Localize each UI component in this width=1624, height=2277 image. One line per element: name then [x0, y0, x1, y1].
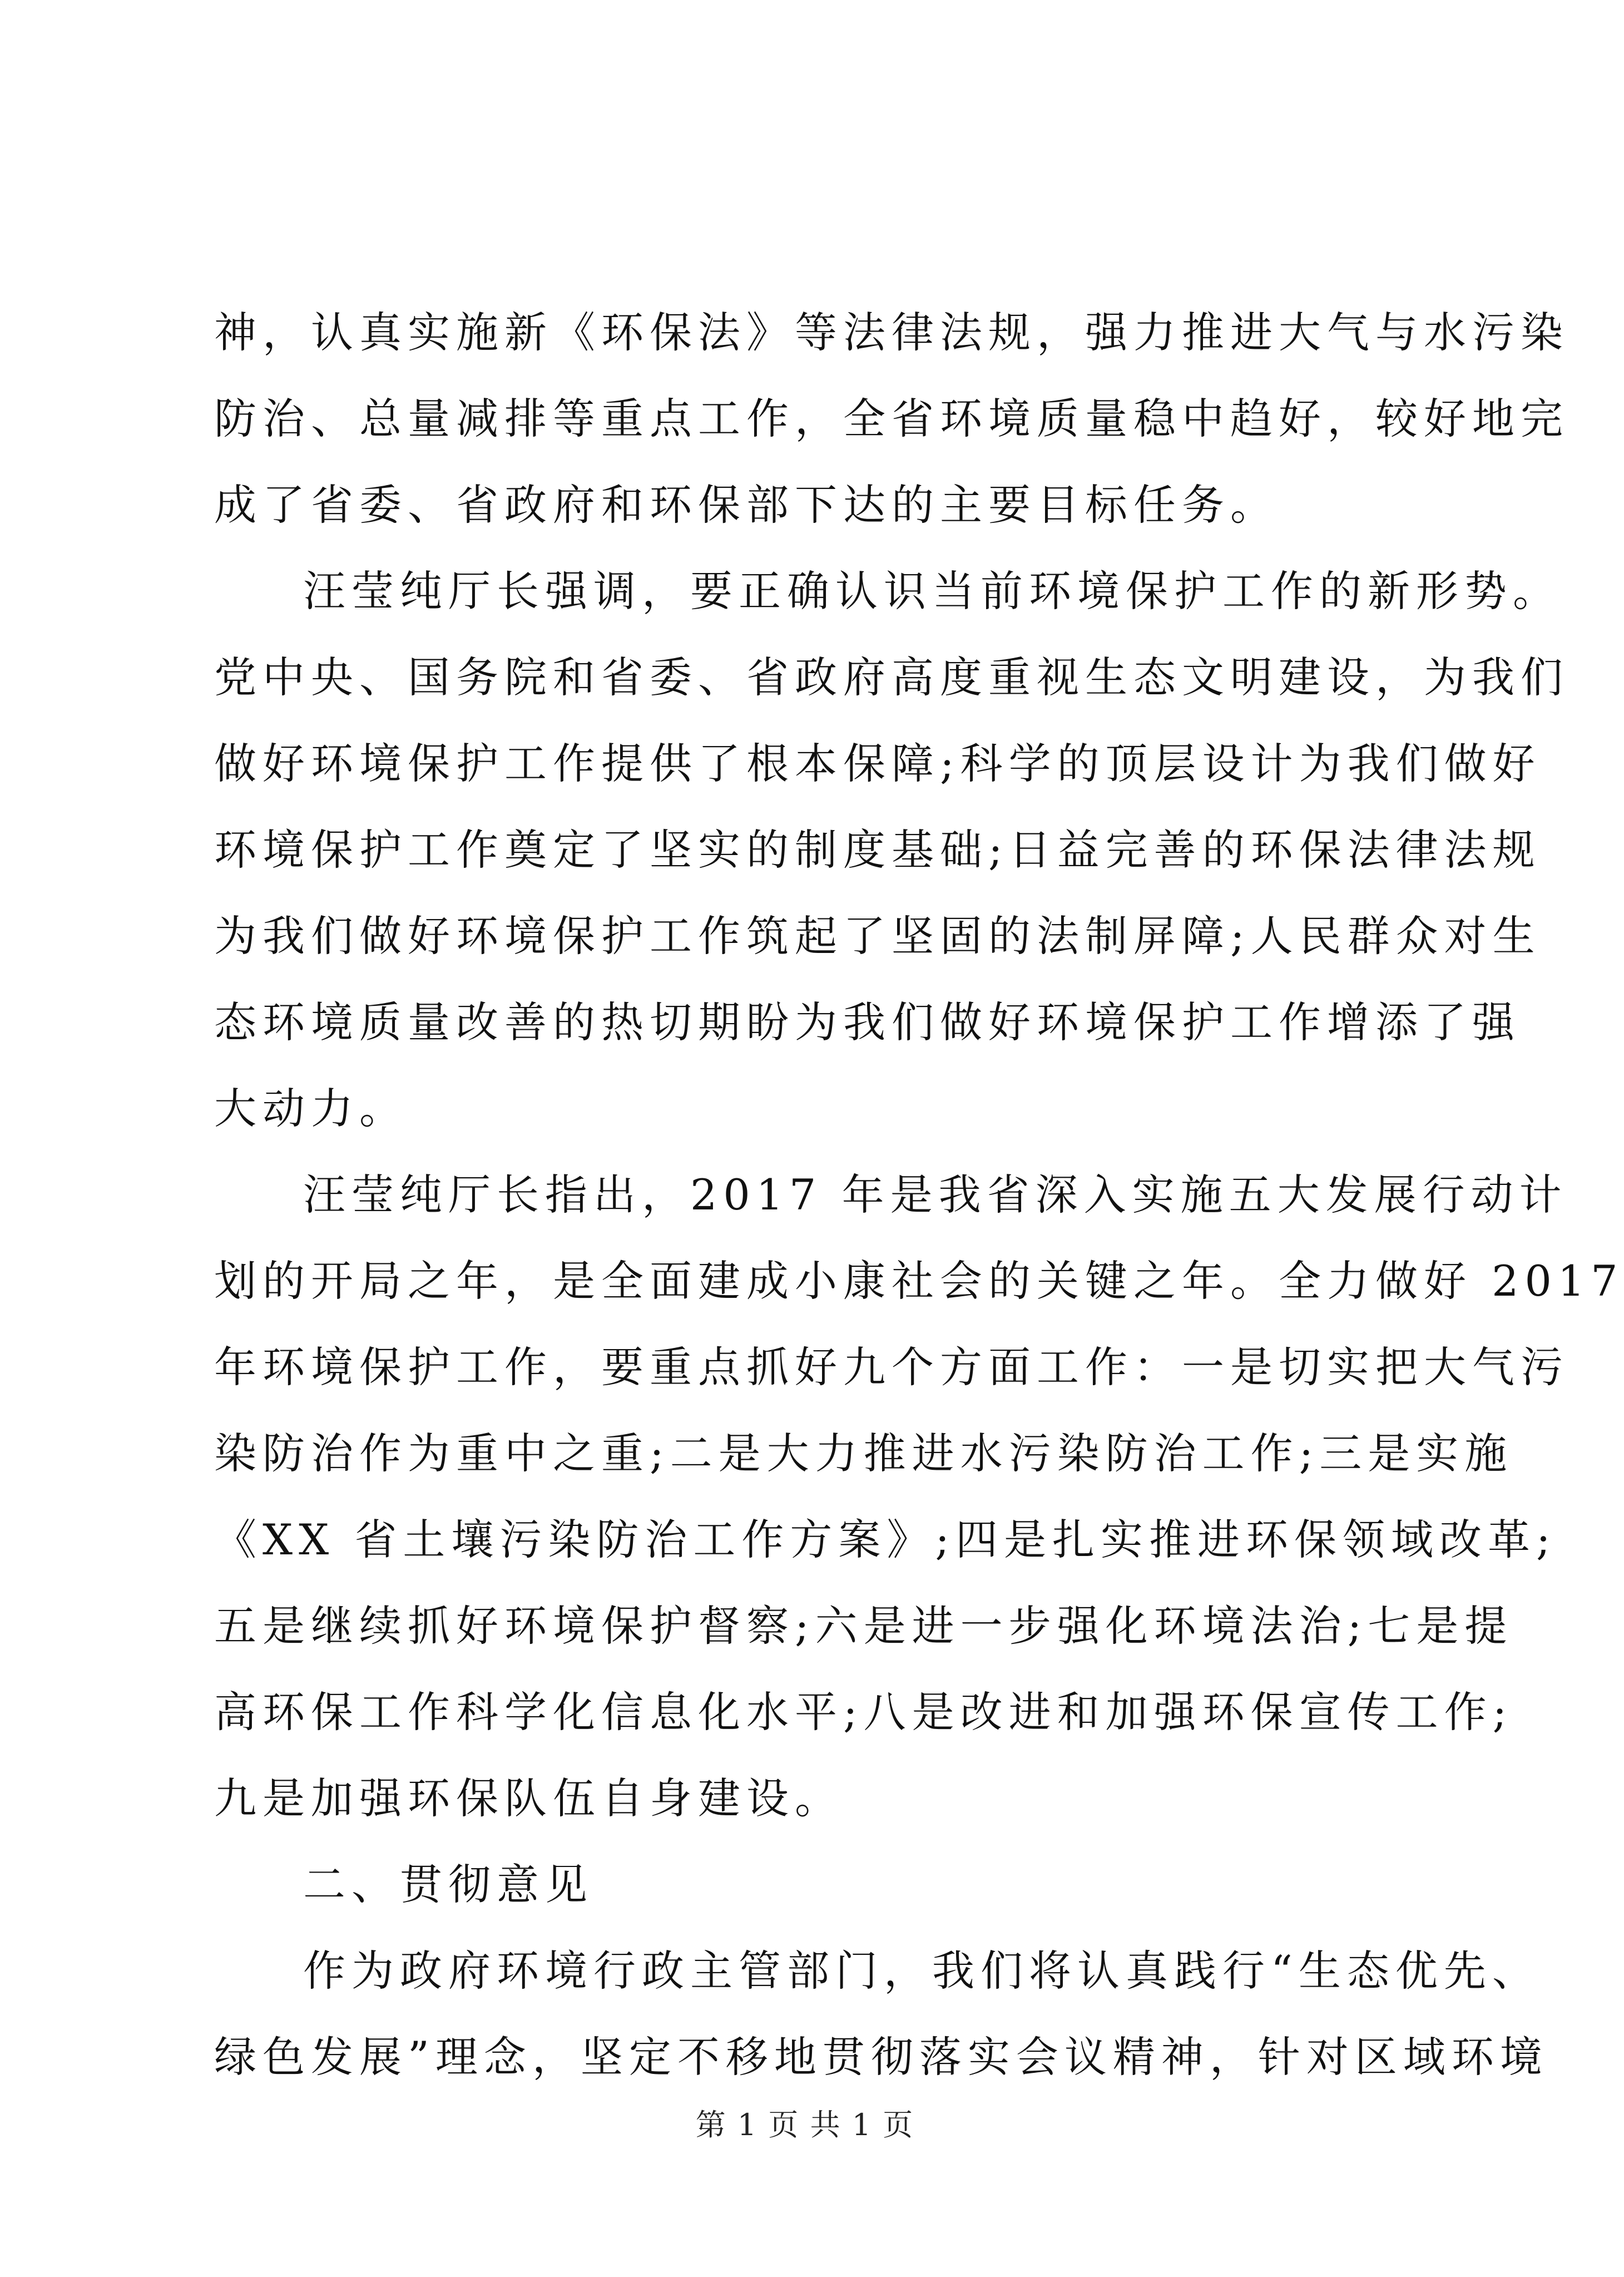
text-line: 五是继续抓好环境保护督察;六是进一步强化环境法治;七是提 [214, 1601, 1513, 1651]
text-line: 环境保护工作奠定了坚实的制度基础;日益完善的环保法律法规 [214, 825, 1541, 875]
text-line: 绿色发展”理念，坚定不移地贯彻落实会议精神，针对区域环境 [214, 2032, 1548, 2082]
text-line: 年环境保护工作，要重点抓好九个方面工作：一是切实把大气污 [214, 1342, 1569, 1392]
section-heading: 二、贯彻意见 [303, 1860, 593, 1909]
text-line: 态环境质量改善的热切期盼为我们做好环境保护工作增添了强 [214, 997, 1521, 1047]
text-line: 大动力。 [214, 1084, 408, 1133]
text-line: 党中央、国务院和省委、省政府高度重视生态文明建设，为我们 [214, 653, 1569, 702]
text-line: 染防治作为重中之重;二是大力推进水污染防治工作;三是实施 [214, 1429, 1513, 1478]
paragraph-first-line: 汪莹纯厅长指出，2017 年是我省深入实施五大发展行动计 [303, 1170, 1568, 1219]
document-body [214, 289, 1624, 2100]
text-line: 为我们做好环境保护工作筑起了坚固的法制屏障;人民群众对生 [214, 911, 1541, 961]
text-line: 防治、总量减排等重点工作，全省环境质量稳中趋好，较好地完 [214, 394, 1569, 443]
page-footer: 第 1 页 共 1 页 [695, 2107, 914, 2142]
text-line: 九是加强环保队伍自身建设。 [214, 1774, 843, 1823]
paragraph-first-line: 汪莹纯厅长强调，要正确认识当前环境保护工作的新形势。 [303, 566, 1561, 616]
paragraph-first-line: 作为政府环境行政主管部门，我们将认真践行“生态优先、 [303, 1946, 1541, 1996]
text-line: 《XX 省土壤污染防治工作方案》;四是扎实推进环保领域改革; [214, 1515, 1557, 1564]
text-line: 划的开局之年，是全面建成小康社会的关键之年。全力做好 2017 [214, 1256, 1624, 1306]
text-line: 成了省委、省政府和环保部下达的主要目标任务。 [214, 480, 1279, 530]
text-line: 做好环境保护工作提供了根本保障;科学的顶层设计为我们做好 [214, 739, 1541, 788]
text-line: 高环保工作科学化信息化水平;八是改进和加强环保宣传工作; [214, 1687, 1513, 1737]
text-line: 神，认真实施新《环保法》等法律法规，强力推进大气与水污染 [214, 308, 1569, 357]
